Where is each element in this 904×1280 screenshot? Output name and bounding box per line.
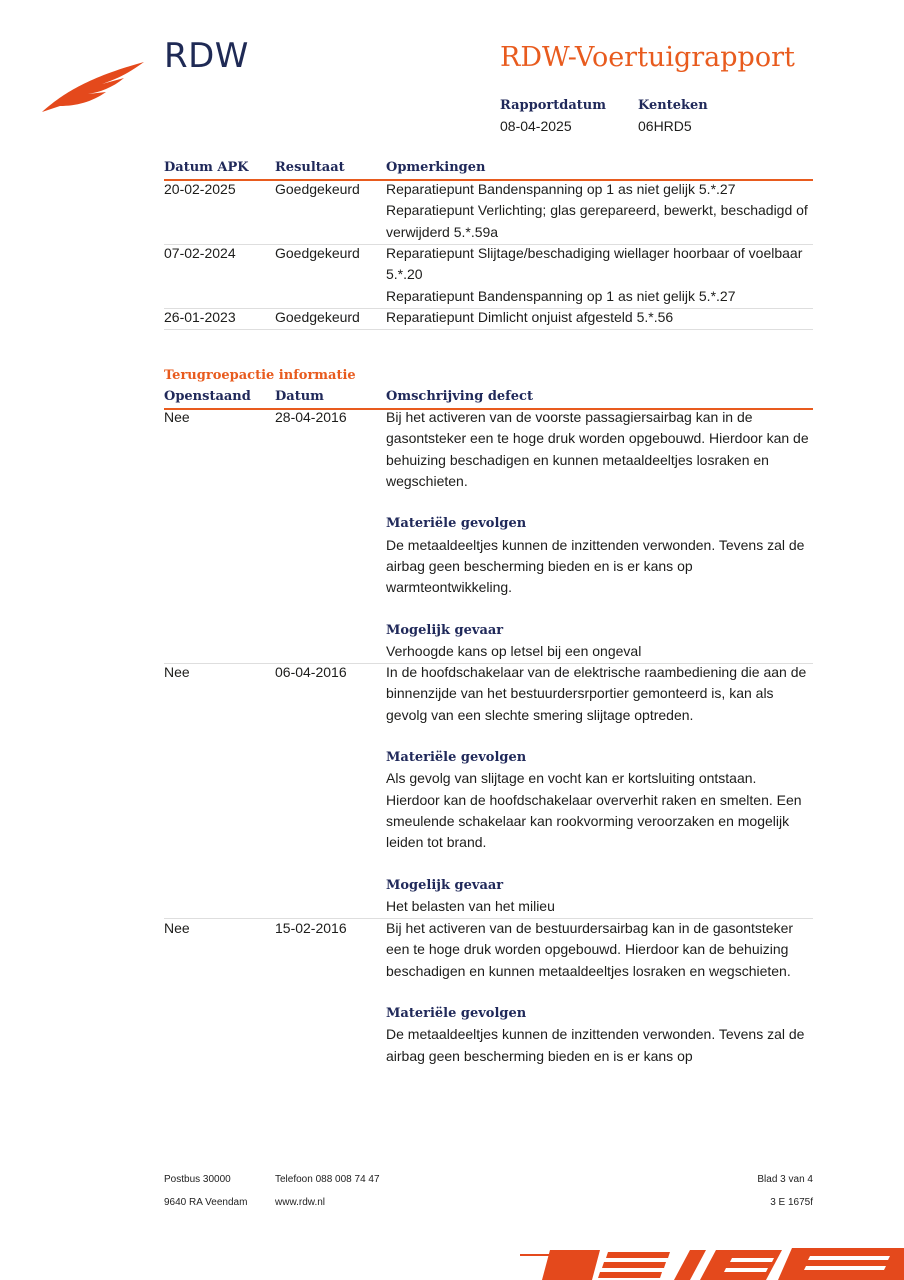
- gevaar-line: Het belasten van het milieu: [386, 898, 555, 915]
- desc-line: een te hoge druk worden opgebouwd. Hierdoor kan de behuizing: [386, 941, 789, 958]
- recall-row-openstaand: Nee: [164, 920, 190, 936]
- gevolgen-line: smeulende schakelaar kan rookvorming veroorzaken en mogelijk: [386, 813, 790, 830]
- gevolgen-line: Hierdoor kan de hoofdschakelaar oververhit raken en smelten. Een: [386, 791, 802, 808]
- gevolgen-line: Als gevolg van slijtage en vocht kan er kortsluiting ontstaan.: [386, 770, 757, 787]
- rapportdatum-label: Rapportdatum: [500, 98, 606, 113]
- desc-line: wegschieten.: [386, 472, 468, 489]
- apk-remark-line: Reparatiepunt Bandenspanning op 1 as niet gelijk 5.*.27: [386, 287, 736, 304]
- recall-row-omschrijving: [386, 662, 813, 918]
- apk-row-resultaat: Goedgekeurd: [275, 181, 360, 197]
- gevolgen-line: airbag geen bescherming bieden en is er kans op: [386, 1047, 693, 1064]
- desc-line: gasontsteker een te hoge druk worden opgebouwd. Hierdoor kan de: [386, 430, 809, 447]
- apk-remark-line: 5.*.20: [386, 266, 423, 283]
- recall-section-title: Terugroepactie informatie: [164, 368, 356, 383]
- logo-text: RDW: [164, 36, 249, 76]
- apk-header-datum: Datum APK: [164, 160, 249, 175]
- desc-line: behuizing beschadigen en kunnen metaaldeeltjes losraken en: [386, 451, 769, 468]
- recall-row-openstaand: Nee: [164, 664, 190, 680]
- apk-remark-line: Reparatiepunt Verlichting; glas gerepareerd, bewerkt, beschadigd of: [386, 202, 808, 219]
- page-title: RDW-Voertuigrapport: [500, 42, 795, 73]
- recall-header-datum: Datum: [275, 389, 324, 404]
- gevolgen-label: Materiële gevolgen: [386, 750, 527, 766]
- desc-line: binnenzijde van het bestuurdersrportier gemonteerd is, kan als: [386, 685, 774, 702]
- apk-row-opmerkingen: [386, 243, 802, 307]
- desc-line: gevolg van een slechte smering slijtage optreden.: [386, 706, 694, 723]
- recall-row-datum: 15-02-2016: [275, 920, 347, 936]
- desc-line: In de hoofdschakelaar van de elektrische raambediening die aan de: [386, 664, 807, 680]
- apk-row-datum: 26-01-2023: [164, 309, 236, 325]
- apk-row-opmerkingen: [386, 179, 808, 243]
- rapportdatum-value: 08-04-2025: [500, 118, 572, 134]
- apk-row-opmerkingen: [386, 307, 673, 328]
- gevolgen-line: De metaaldeeltjes kunnen de inzittenden verwonden. Tevens zal de: [386, 536, 805, 553]
- recall-header-omschrijving: Omschrijving defect: [386, 389, 533, 404]
- footer-adres: 9640 RA Veendam: [164, 1197, 248, 1208]
- apk-header-opmerkingen: Opmerkingen: [386, 160, 486, 175]
- gevolgen-label: Materiële gevolgen: [386, 516, 527, 532]
- decorative-stripes-icon: [520, 1244, 904, 1280]
- desc-line: Bij het activeren van de bestuurdersairbag kan in de gasontsteker: [386, 920, 794, 936]
- rdw-logo-icon: [40, 56, 150, 116]
- apk-header-resultaat: Resultaat: [275, 160, 345, 175]
- gevaar-label: Mogelijk gevaar: [386, 622, 504, 638]
- recall-row-datum: 06-04-2016: [275, 664, 347, 680]
- kenteken-label: Kenteken: [638, 98, 708, 113]
- gevolgen-label: Materiële gevolgen: [386, 1006, 527, 1022]
- kenteken-value: 06HRD5: [638, 118, 692, 134]
- gevaar-label: Mogelijk gevaar: [386, 877, 504, 893]
- desc-line: beschadigen en kunnen metaaldeeltjes losraken en wegschieten.: [386, 962, 791, 979]
- desc-line: Bij het activeren van de voorste passagiersairbag kan in de: [386, 409, 753, 425]
- footer-website[interactable]: www.rdw.nl: [275, 1197, 326, 1208]
- footer-postbus: Postbus 30000: [164, 1174, 231, 1185]
- apk-row-resultaat: Goedgekeurd: [275, 245, 360, 261]
- recall-row-omschrijving: [386, 918, 813, 1067]
- apk-row-datum: 20-02-2025: [164, 181, 236, 197]
- recall-row-omschrijving: [386, 407, 813, 663]
- apk-remark-line: Reparatiepunt Bandenspanning op 1 as niet gelijk 5.*.27: [386, 181, 736, 197]
- apk-remark-line: verwijderd 5.*.59a: [386, 223, 499, 240]
- row-divider: [164, 329, 813, 330]
- recall-header-openstaand: Openstaand: [164, 389, 251, 404]
- gevolgen-line: De metaaldeeltjes kunnen de inzittenden verwonden. Tevens zal de: [386, 1026, 805, 1043]
- gevolgen-line: warmteontwikkeling.: [386, 579, 513, 596]
- apk-remark-line: Reparatiepunt Dimlicht onjuist afgesteld 5.*.56: [386, 309, 674, 325]
- footer-telefoon: Telefoon 088 008 74 47: [275, 1174, 380, 1185]
- recall-row-openstaand: Nee: [164, 409, 190, 425]
- apk-remark-line: Reparatiepunt Slijtage/beschadiging wiellager hoorbaar of voelbaar: [386, 245, 803, 261]
- gevolgen-line: leiden tot brand.: [386, 834, 487, 851]
- apk-row-datum: 07-02-2024: [164, 245, 236, 261]
- recall-row-datum: 28-04-2016: [275, 409, 347, 425]
- apk-row-resultaat: Goedgekeurd: [275, 309, 360, 325]
- footer-page-number: Blad 3 van 4: [757, 1174, 813, 1185]
- gevolgen-line: airbag geen bescherming bieden en is er kans op: [386, 558, 693, 575]
- gevaar-line: Verhoogde kans op letsel bij een ongeval: [386, 643, 642, 660]
- footer-code: 3 E 1675f: [770, 1197, 813, 1208]
